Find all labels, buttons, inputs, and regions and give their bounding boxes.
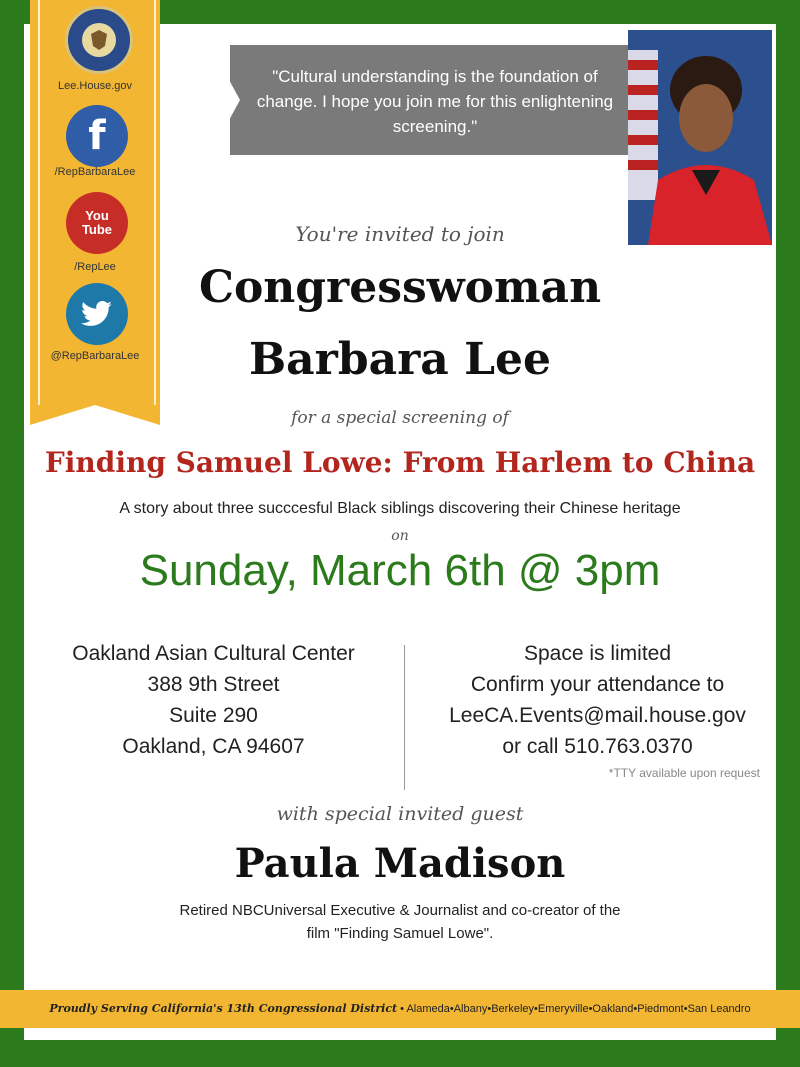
venue-city: Oakland, CA 94607: [122, 735, 305, 758]
guest-description-line1: Retired NBCUniversal Executive & Journalist and co-creator of the: [179, 902, 621, 919]
rsvp-block: [415, 638, 780, 762]
ribbon-notch: [30, 405, 160, 425]
venue-block: [36, 638, 391, 762]
facebook-icon[interactable]: [66, 105, 128, 167]
rsvp-confirm: Confirm your attendance to: [470, 673, 725, 696]
facebook-glyph: f: [88, 113, 106, 159]
youtube-glyph-bottom: Tube: [81, 222, 113, 237]
twitter-link[interactable]: @RepBarbaraLee: [50, 350, 140, 362]
rsvp-phone: or call 510.763.0370: [502, 735, 693, 758]
facebook-link[interactable]: /RepBarbaraLee: [54, 166, 136, 178]
venue-street: 388 9th Street: [147, 673, 280, 696]
on-word: on: [391, 528, 409, 544]
house-seal-icon: [65, 6, 133, 74]
rsvp-email[interactable]: LeeCA.Events@mail.house.gov: [449, 704, 746, 727]
guest-intro: with special invited guest: [276, 803, 524, 825]
event-date: Sunday, March 6th @ 3pm: [139, 546, 661, 595]
footer-district: Proudly Serving California's 13th Congressional District: [49, 1002, 398, 1015]
host-title-line2: Barbara Lee: [248, 334, 552, 385]
quote-banner-tail: [210, 45, 240, 155]
youtube-glyph-top: You: [85, 208, 109, 223]
rsvp-limited: Space is limited: [523, 642, 672, 665]
film-description: A story about three succcesful Black siblings discovering their Chinese heritage: [119, 500, 681, 517]
website-link[interactable]: Lee.House.gov: [58, 80, 132, 92]
tty-note: *TTY available upon request: [608, 766, 760, 780]
youtube-icon[interactable]: [66, 192, 128, 254]
screening-line: for a special screening of: [291, 408, 509, 428]
venue-suite: Suite 290: [169, 704, 258, 727]
film-title: Finding Samuel Lowe: From Harlem to China: [44, 446, 756, 479]
congresswoman-photo: [628, 30, 772, 245]
footer-cities: • Alameda•Albany•Berkeley•Emeryville•Oakland•Piedmont•San Leandro: [400, 1003, 751, 1015]
twitter-icon[interactable]: [66, 283, 128, 345]
guest-name: Paula Madison: [234, 840, 566, 887]
guest-description-line2: film "Finding Samuel Lowe".: [306, 925, 494, 942]
invite-line: You're invited to join: [295, 222, 505, 246]
footer-text: [0, 1002, 800, 1015]
column-divider: [404, 645, 405, 790]
host-title-line1: Congresswoman: [198, 262, 602, 313]
youtube-link[interactable]: /RepLee: [74, 261, 116, 273]
venue-name: Oakland Asian Cultural Center: [72, 642, 355, 665]
quote-text: "Cultural understanding is the foundation of change. I hope you join me for this enlightening screening.": [256, 67, 614, 136]
